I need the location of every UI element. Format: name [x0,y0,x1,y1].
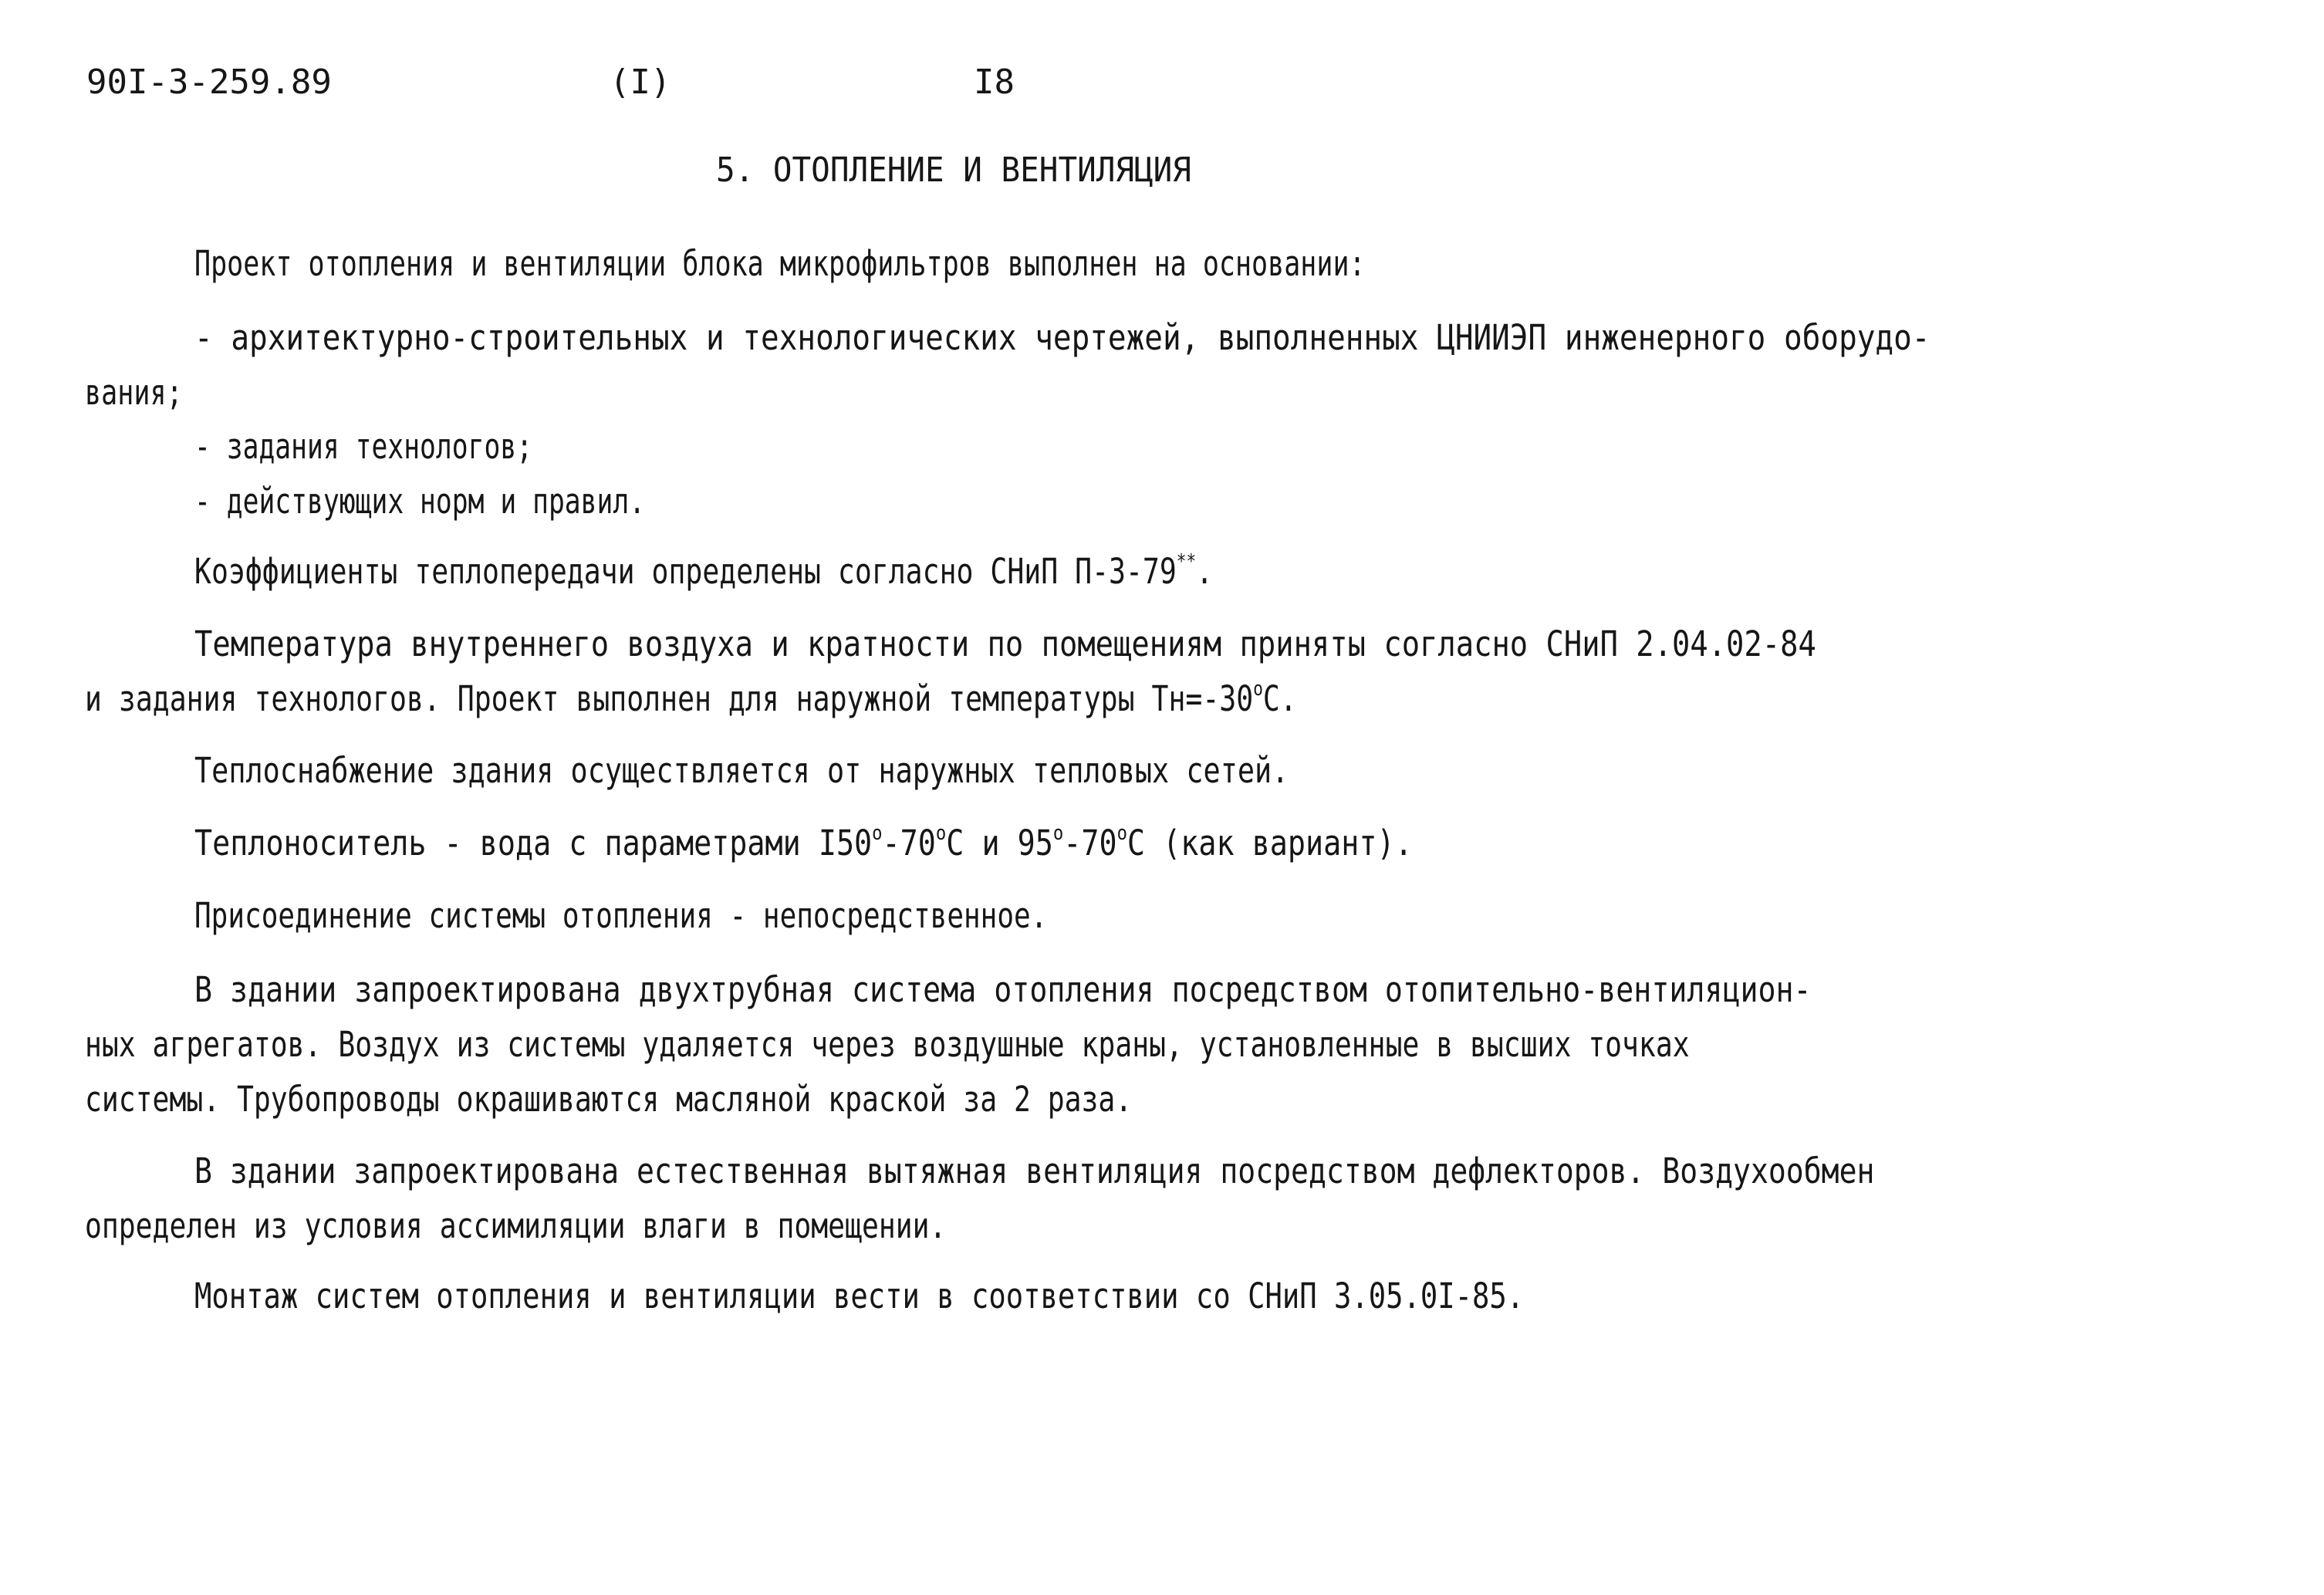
paragraph-internal-temperature-cont: и задания технологов. Проект выполнен для наружной температуры $Тн=-30^оС$. [85,678,1297,719]
paragraph-ventilation: В здании запроектирована естественная вытяжная вентиляция посредством дефлекторов. Воздухообмен [194,1151,1875,1191]
paragraph-installation: Монтаж систем отопления и вентиляции вести в соответствии со СНиП 3.05.0I-85. [194,1276,1525,1316]
paragraph-heat-transfer-coefficients: Коэффициенты теплопередачи определены согласно СНиП П-3-79**. [194,550,1214,592]
paragraph-heat-carrier: Теплоноситель - вода с параметрами $I50^о-70^оС$ и $95^о-70^оС$ (как вариант). [194,822,1413,863]
document-code: 90I-3-259.89 [86,63,332,102]
list-item-architectural-drawings: - архитектурно-строительных и технологических чертежей, выполненных ЦНИИЭП инженерного оборудо- [194,317,1930,358]
paragraph-intro: Проект отопления и вентиляции блока микрофильтров выполнен на основании: [194,243,1366,284]
paragraph-internal-temperature: Температура внутреннего воздуха и кратности по помещениям приняты согласно СНиП 2.04.02-84 [194,623,1816,664]
paragraph-heat-supply: Теплоснабжение здания осуществляется от наружных тепловых сетей. [194,750,1289,791]
paragraph-heating-system: В здании запроектирована двухтрубная система отопления посредством отопительно-вентиляцион- [194,969,1812,1010]
list-item-norms-rules: - действующих норм и правил. [194,481,646,522]
paragraph-heating-connection: Присоединение системы отопления - непосредственное. [194,895,1048,936]
volume-number: (I) [610,63,671,102]
page-number: I8 [974,63,1015,102]
list-item-technologists-task: - задания технологов; [194,426,533,467]
paragraph-heating-system-end: системы. Трубопроводы окрашиваются масляной краской за 2 раза. [85,1079,1133,1120]
list-item-architectural-drawings-cont: вания; [85,372,183,413]
section-title: 5. ОТОПЛЕНИЕ И ВЕНТИЛЯЦИЯ [716,150,1191,190]
paragraph-heating-system-cont: ных агрегатов. Воздух из системы удаляется через воздушные краны, установленные в высших точках [85,1024,1690,1065]
paragraph-ventilation-cont: определен из условия ассимиляции влаги в помещении. [85,1205,947,1246]
